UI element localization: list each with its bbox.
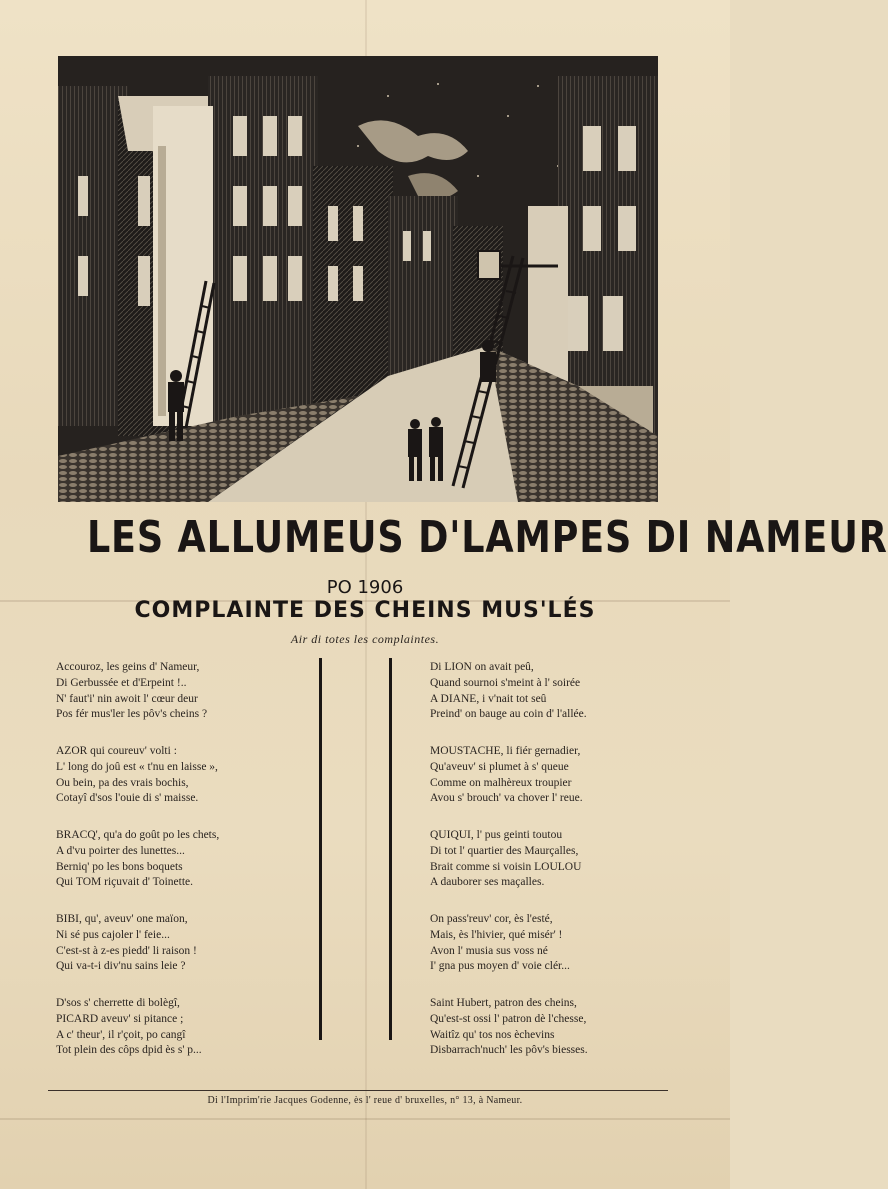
verse-line: Avou s' brouch' va chover l' reue.	[430, 792, 583, 805]
verse-line: Di tot l' quartier des Maurçalles,	[430, 844, 579, 857]
poster-year: PO 1906	[326, 577, 404, 598]
verse-line: Avon l' musia sus voss né	[430, 944, 548, 957]
stanza	[56, 996, 306, 1080]
verse-line: Qu'est-st ossi l' patron dè l'chesse,	[430, 1012, 587, 1025]
verse-line: A dauborer ses maçalles.	[430, 876, 545, 889]
verse-line: Preind' on bauge au coin d' l'allée.	[430, 708, 587, 721]
verse-line: MOUSTACHE, li fiér gernadier,	[430, 745, 581, 757]
verse-line: Accouroz, les geins d' Nameur,	[56, 661, 200, 673]
verse-line: Brait comme si voisin LOULOU	[430, 860, 582, 873]
verse-line: Ou bein, pa des vrais bochis,	[56, 776, 189, 789]
air-note: Air di totes les complaintes.	[290, 632, 440, 646]
verse-line: QUIQUI, l' pus geinti toutou	[430, 829, 563, 841]
verse-line: Di Gerbussée et d'Erpeint !..	[56, 676, 187, 689]
stanza	[56, 744, 306, 828]
stanza	[430, 912, 670, 996]
column-divider-rule	[319, 658, 322, 1040]
stanza	[56, 660, 306, 744]
poster-subtitle: COMPLAINTE DES CHEINS MUS'LÉS	[134, 598, 596, 623]
stanza	[430, 744, 670, 828]
left-verse-column	[56, 660, 306, 1080]
poster-title: LES ALLUMEUS D'LAMPES DI NAMEUR	[86, 512, 888, 563]
right-verse-column	[430, 660, 670, 1080]
verse-line: Di LION on avait peû,	[430, 661, 534, 673]
stanza	[56, 912, 306, 996]
verse-line: C'est-st à z-es piedd' li raison !	[56, 944, 197, 957]
stanza	[430, 660, 670, 744]
verse-line: D'sos s' cherrette di bolègî,	[56, 997, 180, 1009]
verse-line: Ni sé pus cajoler l' feie...	[56, 928, 170, 941]
verse-line: Pos fér mus'ler les pôv's cheins ?	[56, 708, 208, 721]
verse-line: Comme on malhèreux troupier	[430, 776, 572, 789]
verse-line: L' long do joû est « t'nu en laisse »,	[56, 760, 218, 773]
stanza	[430, 828, 670, 912]
verse-line: Berniq' po les bons boquets	[56, 860, 183, 873]
verse-line: A DIANE, i v'nait tot seû	[430, 692, 547, 705]
verse-line: I' gna pus moyen d' voie clér...	[430, 960, 570, 973]
verse-line: BRACQ', qu'a do goût po les chets,	[56, 829, 220, 841]
verse-line: A c' theur', il r'çoit, po cangî	[56, 1028, 186, 1041]
verse-line: N' faut'i' nin awoit l' cœur deur	[56, 692, 198, 705]
verse-line: Tot plein des côps dpid ès s' p...	[56, 1044, 202, 1057]
verse-line: AZOR qui coureuv' volti :	[56, 745, 177, 757]
verse-line: Waitîz qu' tos nos èchevins	[430, 1028, 555, 1041]
woodcut-illustration	[58, 56, 658, 502]
column-divider-rule	[389, 658, 392, 1040]
verse-line: BIBI, qu', aveuv' one maïon,	[56, 913, 188, 925]
verse-line: Disbarrach'nuch' les pôv's biesses.	[430, 1044, 588, 1057]
verse-line: A d'vu poirter des lunettes...	[56, 844, 185, 857]
stanza	[56, 828, 306, 912]
verse-line: Qui va-t-i div'nu sains leie ?	[56, 960, 186, 973]
verse-line: Saint Hubert, patron des cheins,	[430, 997, 577, 1009]
verse-line: Mais, ès l'hivier, qué misér' !	[430, 928, 563, 941]
verse-line: PICARD aveuv' si pitance ;	[56, 1012, 184, 1025]
stanza	[430, 996, 670, 1080]
footer-rule	[48, 1090, 668, 1091]
verse-line: Quand sournoi s'meint à l' soirée	[430, 676, 581, 689]
verse-line: Cotayî d'sos l'ouie di s' maisse.	[56, 792, 199, 805]
verse-line: Qui TOM riçuvait d' Toinette.	[56, 876, 194, 889]
verse-line: Qu'aveuv' si plumet à s' queue	[430, 760, 569, 773]
printer-imprint: Di l'Imprim'rie Jacques Godenne, ès l' reue d' bruxelles, n° 13, à Nameur.	[207, 1095, 523, 1106]
verse-line: On pass'reuv' cor, ès l'esté,	[430, 913, 553, 925]
